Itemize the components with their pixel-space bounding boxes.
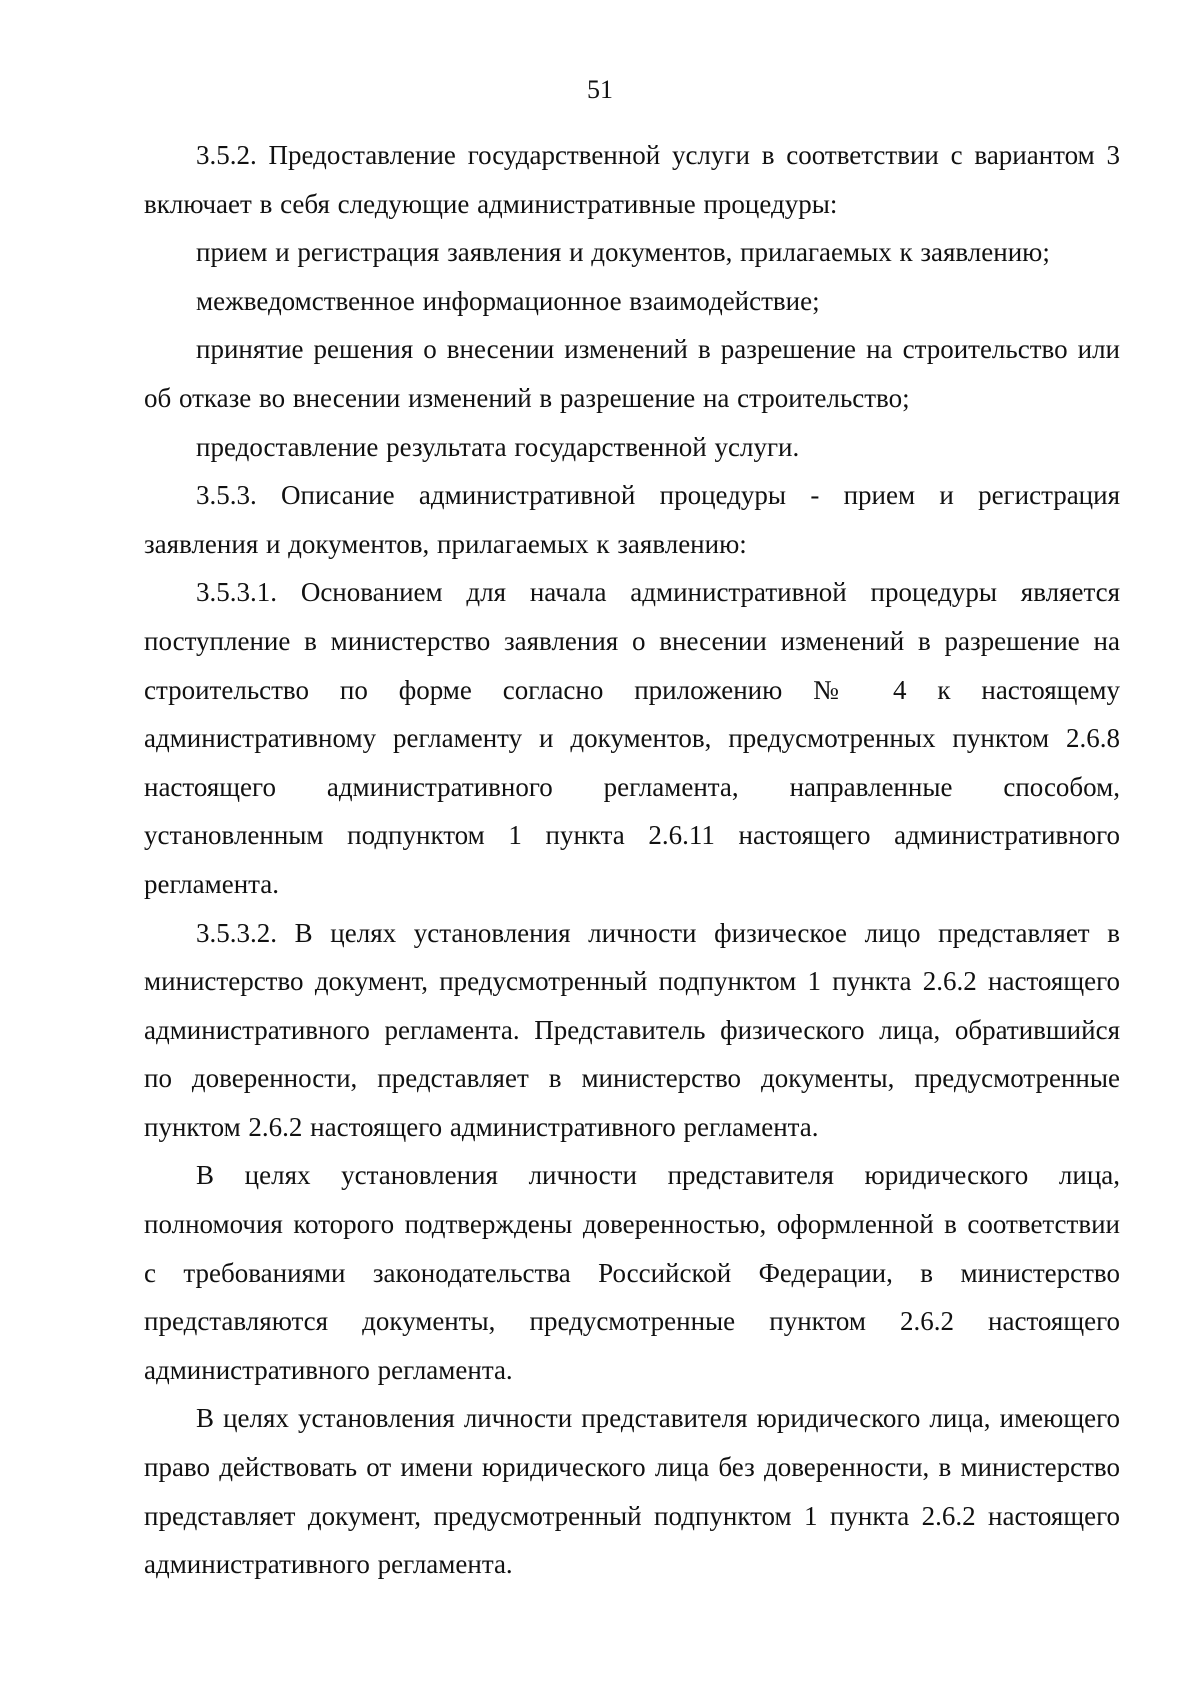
list-item-result: предоставление результата государственной услуги. [196, 431, 800, 462]
paragraph-3-5-3-1: 3.5.3.1. Основанием для начала административной процедуры является поступление в министерство заявления о внесении изменений в разрешение на строительство по форме согласно приложению № 4 к настоящему административному регламенту и документов, предусмотренных пунктом 2.6.8 настоящего административного регламента, направленные способом, установленным подпунктом 1 пункта 2.6.11 настоящего административного регламента. [144, 577, 1120, 899]
page-number: 51 [587, 75, 613, 104]
paragraph-3-5-3-2: 3.5.3.2. В целях установления личности физическое лицо представляет в министерство документ, предусмотренный подпунктом 1 пункта 2.6.2 настоящего административного регламента. Представитель физического лица, обратившийся по доверенности, представляет в министерство документы, предусмотренные пунктом 2.6.2 настоящего административного регламента. [144, 917, 1120, 1142]
paragraph-legal-rep-without-attorney: В целях установления личности представителя юридического лица, имеющего право действовать от имени юридического лица без доверенности, в министерство представляет документ, предусмотренный подпунктом 1 пункта 2.6.2 настоящего административного регламента. [144, 1403, 1120, 1580]
list-item-decision: принятие решения о внесении изменений в разрешение на строительство или об отказе во внесении изменений в разрешение на строительство; [144, 334, 1120, 413]
paragraph-3-5-2: 3.5.2. Предоставление государственной услуги в соответствии с вариантом 3 включает в себя следующие административные процедуры: [144, 140, 1120, 219]
paragraph-legal-rep-power-of-attorney: В целях установления личности представителя юридического лица, полномочия которого подтверждены доверенностью, оформленной в соответствии с требованиями законодательства Российской Федерации, в министерство представляются документы, предусмотренные пунктом 2.6.2 настоящего административного регламента. [144, 1160, 1120, 1385]
paragraph-3-5-3: 3.5.3. Описание административной процедуры - прием и регистрация заявления и документов, прилагаемых к заявлению: [144, 480, 1120, 559]
list-item-reception: прием и регистрация заявления и документов, прилагаемых к заявлению; [196, 237, 1050, 268]
document-body [144, 131, 1120, 1589]
list-item-interagency: межведомственное информационное взаимодействие; [196, 285, 820, 316]
